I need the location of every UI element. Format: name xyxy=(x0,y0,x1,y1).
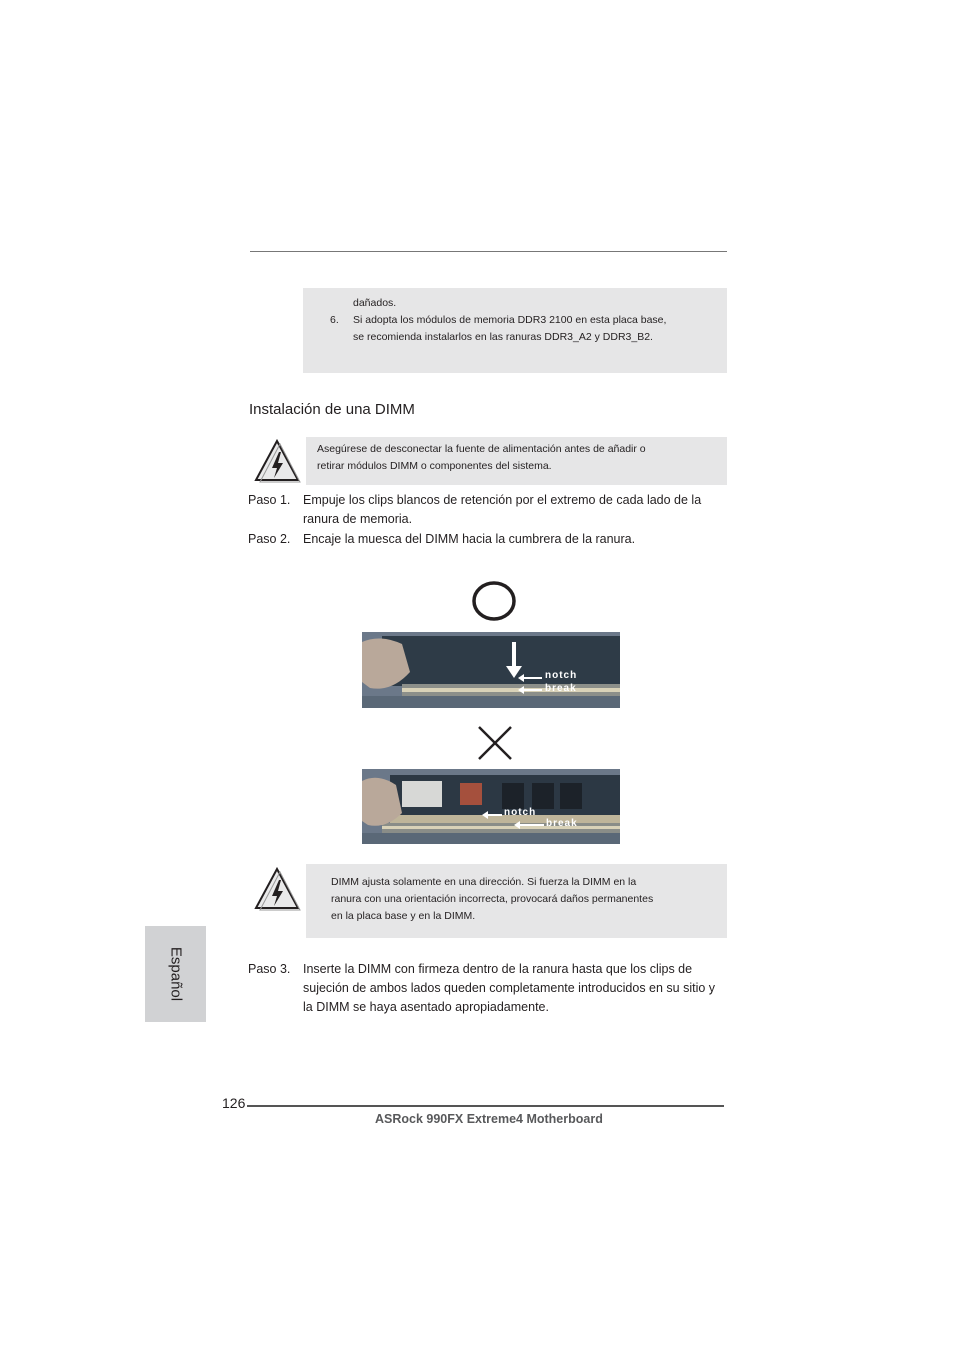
warning-text: DIMM ajusta solamente en una dirección. Si fuerza la DIMM en la xyxy=(331,876,637,888)
warning-text: Asegúrese de desconectar la fuente de alimentación antes de añadir o xyxy=(317,443,646,455)
step-text: Encaje la muesca del DIMM hacia la cumbrera de la ranura. xyxy=(303,532,636,546)
step-text: Empuje los clips blancos de retención por el extremo de cada lado de la xyxy=(303,493,702,507)
step-label: Paso 2. xyxy=(248,532,291,546)
note-text: se recomienda instalarlos en las ranuras DDR3_A2 y DDR3_B2. xyxy=(353,331,653,343)
warning-text: retirar módulos DIMM o componentes del sistema. xyxy=(317,460,552,472)
circle-correct-icon xyxy=(470,579,518,623)
section-title: Instalación de una DIMM xyxy=(249,401,415,418)
step-text: Inserte la DIMM con firmeza dentro de la ranura hasta que los clips de xyxy=(303,962,693,976)
warning-lightning-icon xyxy=(252,864,302,914)
dimm-correct-photo xyxy=(362,632,620,708)
break-label: break xyxy=(546,818,578,829)
step-label: Paso 3. xyxy=(248,962,291,976)
footer-rule xyxy=(247,1105,724,1107)
step-text: sujeción de ambos lados queden completamente introducidos en su sitio y xyxy=(303,981,716,995)
page-number: 126 xyxy=(222,1095,246,1111)
cross-wrong-icon xyxy=(476,724,514,762)
break-label: break xyxy=(545,683,577,694)
notch-label: notch xyxy=(545,670,578,681)
warning-text: en la placa base y en la DIMM. xyxy=(331,910,476,922)
note-text: dañados. xyxy=(353,297,397,309)
language-label: Español xyxy=(167,946,184,1002)
header-rule xyxy=(250,251,727,252)
note-item-number: 6. xyxy=(330,314,339,326)
step-label: Paso 1. xyxy=(248,493,291,507)
warning-text: ranura con una orientación incorrecta, provocará daños permanentes xyxy=(331,893,654,905)
step-text: ranura de memoria. xyxy=(303,512,413,526)
warning-lightning-icon xyxy=(252,436,302,486)
notch-label: notch xyxy=(504,807,537,818)
footer-model: ASRock 990FX Extreme4 Motherboard xyxy=(375,1112,603,1126)
dimm-wrong-photo xyxy=(362,769,620,844)
language-side-tab xyxy=(145,926,206,1022)
note-text: Si adopta los módulos de memoria DDR3 2100 en esta placa base, xyxy=(353,314,667,326)
step-text: la DIMM se haya asentado apropiadamente. xyxy=(303,1000,549,1014)
